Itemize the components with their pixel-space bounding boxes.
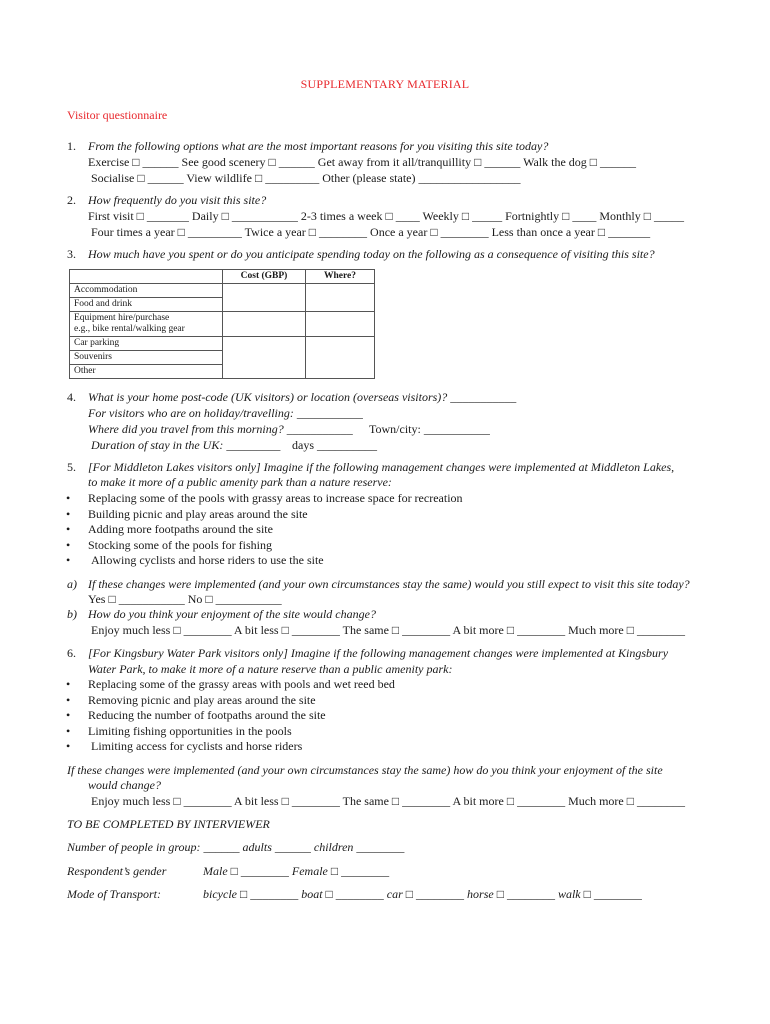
bullet: •	[66, 724, 71, 738]
q5-line1: [For Middleton Lakes visitors only] Imagine if the following management changes were implemented at Middleton Lakes,	[88, 460, 675, 474]
q6b-answer: Enjoy much less □ ________ A bit less □ ________ The same □ ________ A bit more □ ________ Much more □ ________	[91, 794, 685, 808]
table-cell-label-line: Equipment hire/purchase	[74, 313, 170, 323]
table-cell-label	[70, 312, 223, 337]
qb-answer: Enjoy much less □ ________ A bit less □ ________ The same □ ________ A bit more □ ________ Much more □ ________	[91, 623, 685, 637]
table-cell-label-line: e.g., bike rental/walking gear	[74, 324, 185, 334]
q5-bullet-2: Building picnic and play areas around the site	[88, 507, 308, 521]
q6-line2: Water Park, to make it more of a nature reserve than a public amenity park:	[88, 662, 453, 676]
q4-number: 4.	[67, 390, 76, 404]
group-size-line: Number of people in group: ______ adults ______ children ________	[67, 840, 405, 854]
table-header: Where?	[306, 270, 375, 284]
q4-line4a: Duration of stay in the UK: _________	[91, 438, 281, 452]
transport-options: bicycle □ ________ boat □ ________ car □ ________ horse □ ________ walk □ ________	[203, 887, 642, 901]
bullet: •	[66, 708, 71, 722]
table-cell-cost[interactable]	[223, 337, 306, 379]
table-cell-cost[interactable]	[223, 284, 306, 312]
table-row	[70, 312, 375, 337]
q2-options-line1: First visit □ _______ Daily □ ___________ 2-3 times a week □ ____ Weekly □ _____ Fortnightly □ ____ Monthly □ _____	[88, 209, 684, 223]
table-row	[70, 284, 375, 298]
table-cell-label: Souvenirs	[70, 351, 223, 365]
q6-bullet-1: Replacing some of the grassy areas with pools and wet reed bed	[88, 677, 395, 691]
q3-text: How much have you spent or do you anticipate spending today on the following as a consequence of visiting this site?	[88, 247, 655, 261]
q4-line3a: Where did you travel from this morning? ___________	[88, 422, 353, 436]
section-subtitle: Visitor questionnaire	[67, 108, 168, 122]
q4-line3b: Town/city: ___________	[369, 422, 490, 436]
qb-text: How do you think your enjoyment of the site would change?	[88, 607, 376, 621]
table-row	[70, 337, 375, 351]
bullet: •	[66, 507, 71, 521]
qa-text: If these changes were implemented (and your own circumstances stay the same) would you still expect to visit this site today?	[88, 577, 690, 591]
gender-label: Respondent’s gender	[67, 864, 167, 878]
q1-options-line1: Exercise □ ______ See good scenery □ ______ Get away from it all/tranquillity □ ______ Walk the dog □ ______	[88, 155, 637, 169]
q5-number: 5.	[67, 460, 76, 474]
bullet: •	[66, 739, 71, 753]
q5-bullet-4: Stocking some of the pools for fishing	[88, 538, 272, 552]
table-cell-where[interactable]	[306, 284, 375, 312]
q5-bullet-3: Adding more footpaths around the site	[88, 522, 273, 536]
bullet: •	[66, 522, 71, 536]
table-header-row	[70, 270, 375, 284]
q5-bullet-5: Allowing cyclists and horse riders to use the site	[91, 553, 324, 567]
q3-number: 3.	[67, 247, 76, 261]
q6-bullet-3: Reducing the number of footpaths around the site	[88, 708, 326, 722]
bullet: •	[66, 491, 71, 505]
page-title: SUPPLEMENTARY MATERIAL	[300, 77, 470, 91]
q6b-line1: If these changes were implemented (and your own circumstances stay the same) how do you think your enjoyment of the site	[67, 763, 663, 777]
q6-bullet-4: Limiting fishing opportunities in the pools	[88, 724, 292, 738]
table-cell-where[interactable]	[306, 312, 375, 337]
table-cell-cost[interactable]	[223, 312, 306, 337]
interviewer-heading: TO BE COMPLETED BY INTERVIEWER	[67, 817, 270, 831]
table-cell-label: Other	[70, 365, 223, 379]
table-cell-where[interactable]	[306, 337, 375, 379]
q5-line2: to make it more of a public amenity park than a nature reserve:	[88, 475, 392, 489]
q1-text: From the following options what are the most important reasons for you visiting this site today?	[88, 139, 549, 153]
q4-line1: What is your home post-code (UK visitors) or location (overseas visitors)? ___________	[88, 390, 517, 404]
q4-line2: For visitors who are on holiday/travelling: ___________	[88, 406, 363, 420]
bullet: •	[66, 538, 71, 552]
bullet: •	[66, 677, 71, 691]
gender-options: Male □ ________ Female □ ________	[203, 864, 390, 878]
q2-text: How frequently do you visit this site?	[88, 193, 267, 207]
table-header	[70, 270, 223, 284]
qa-label: a)	[67, 577, 77, 591]
q1-options-line2: Socialise □ ______ View wildlife □ _________ Other (please state) _________________	[91, 171, 521, 185]
bullet: •	[66, 693, 71, 707]
table-header: Cost (GBP)	[223, 270, 306, 284]
table-cell-label: Car parking	[70, 337, 223, 351]
qa-answer: Yes □ ___________ No □ ___________	[88, 592, 282, 606]
q4-line4b: days __________	[292, 438, 377, 452]
q2-number: 2.	[67, 193, 76, 207]
spending-table	[69, 269, 375, 379]
q2-options-line2: Four times a year □ _________ Twice a year □ ________ Once a year □ ________ Less than once a year □ _______	[91, 225, 651, 239]
q6-number: 6.	[67, 646, 76, 660]
q6-bullet-2: Removing picnic and play areas around the site	[88, 693, 316, 707]
bullet: •	[66, 553, 71, 567]
q6-line1: [For Kingsbury Water Park visitors only] Imagine if the following management changes were implemented at Kingsbury	[88, 646, 669, 660]
q6-bullet-5: Limiting access for cyclists and horse riders	[91, 739, 303, 753]
q6b-line2: would change?	[88, 778, 161, 792]
table-cell-label: Food and drink	[70, 298, 223, 312]
q1-number: 1.	[67, 139, 76, 153]
transport-label: Mode of Transport:	[67, 887, 162, 901]
q5-bullet-1: Replacing some of the pools with grassy areas to increase space for recreation	[88, 491, 463, 505]
qb-label: b)	[67, 607, 77, 621]
table-cell-label: Accommodation	[70, 284, 223, 298]
